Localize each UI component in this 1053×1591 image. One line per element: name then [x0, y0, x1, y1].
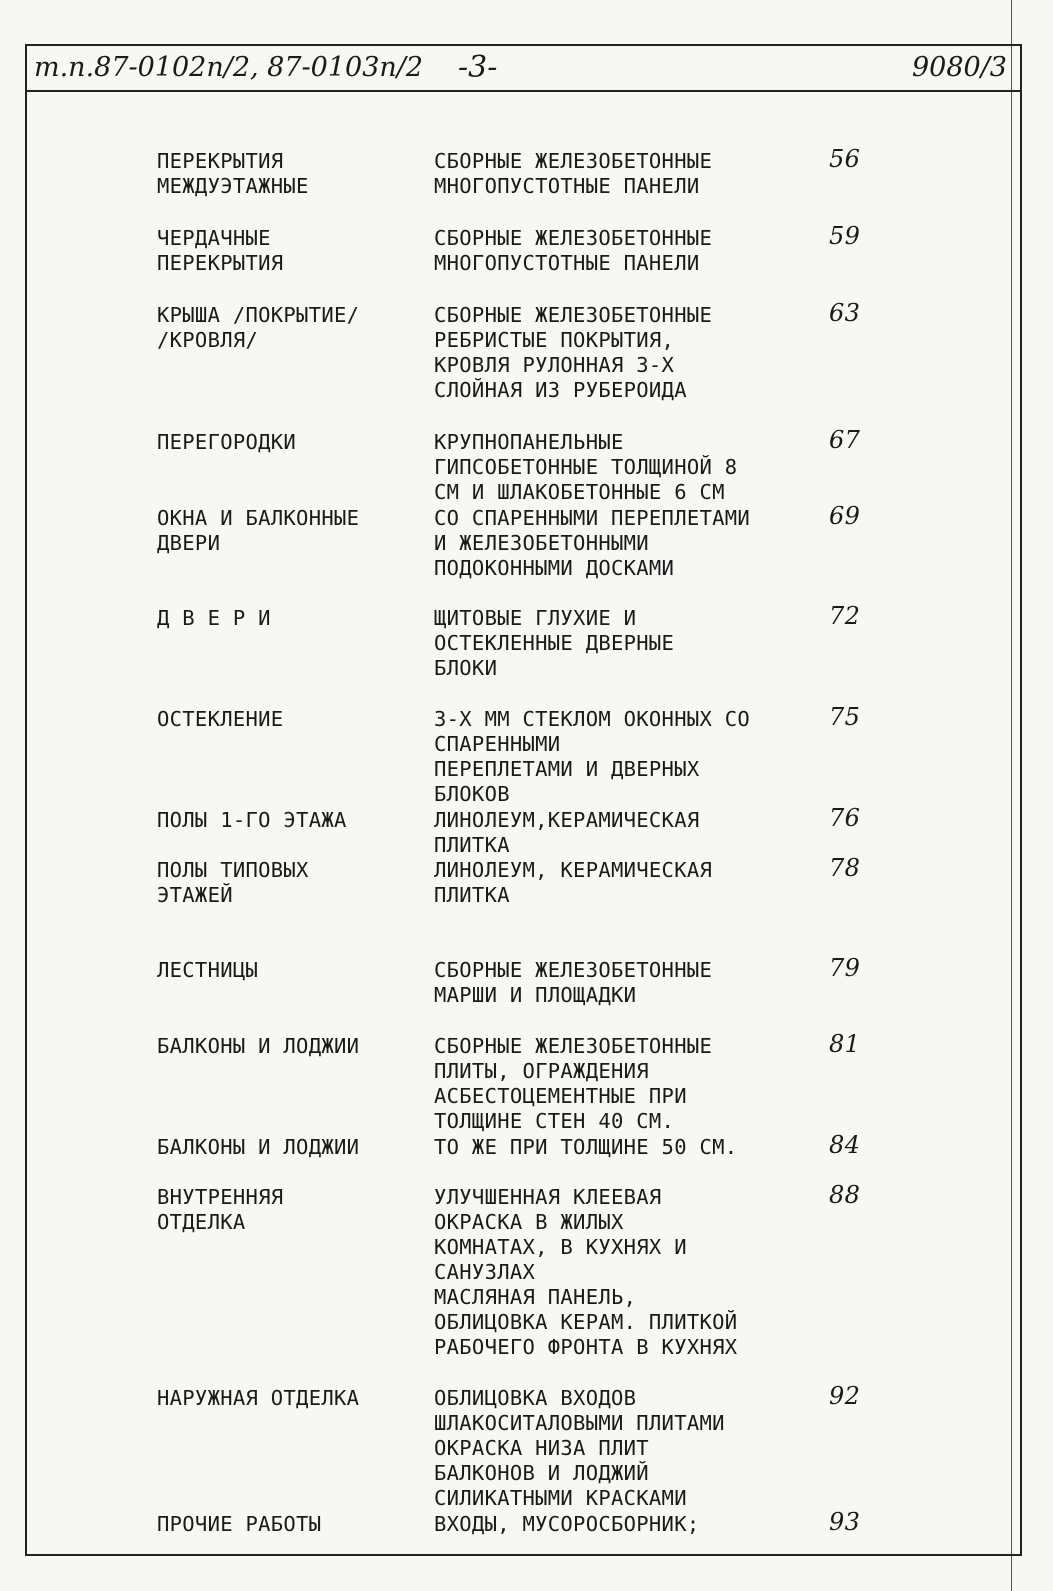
- item-description: ЛИНОЛЕУМ, КЕРАМИЧЕСКАЯ ПЛИТКА: [434, 858, 713, 907]
- item-description: ОБЛИЦОВКА ВХОДОВ ШЛАКОСИТАЛОВЫМИ ПЛИТАМИ ОКРАСКА НИЗА ПЛИТ БАЛКОНОВ И ЛОДЖИЙ СИЛИКАТНЫМИ КРАСКАМИ: [434, 1386, 725, 1510]
- item-page: 69: [829, 502, 861, 530]
- item-description: СБОРНЫЕ ЖЕЛЕЗОБЕТОННЫЕ ПЛИТЫ, ОГРАЖДЕНИЯ АСБЕСТОЦЕМЕНТНЫЕ ПРИ ТОЛЩИНЕ СТЕН 40 СМ.: [434, 1034, 713, 1133]
- item-name: ЧЕРДАЧНЫЕ ПЕРЕКРЫТИЯ: [157, 226, 284, 275]
- item-description: ВХОДЫ, МУСОРОСБОРНИК;: [434, 1512, 700, 1536]
- item-description: УЛУЧШЕННАЯ КЛЕЕВАЯ ОКРАСКА В ЖИЛЫХ КОМНАТАХ, В КУХНЯХ И САНУЗЛАХ МАСЛЯНАЯ ПАНЕЛЬ, ОБЛИЦОВКА КЕРАМ. ПЛИТКОЙ РАБОЧЕГО ФРОНТА В КУХНЯХ: [434, 1185, 738, 1359]
- item-description: ЛИНОЛЕУМ,КЕРАМИЧЕСКАЯ ПЛИТКА: [434, 808, 700, 857]
- item-description: СБОРНЫЕ ЖЕЛЕЗОБЕТОННЫЕ МНОГОПУСТОТНЫЕ ПАНЕЛИ: [434, 149, 713, 198]
- item-description: СО СПАРЕННЫМИ ПЕРЕПЛЕТАМИ И ЖЕЛЕЗОБЕТОННЫМИ ПОДОКОННЫМИ ДОСКАМИ: [434, 506, 751, 580]
- item-description: СБОРНЫЕ ЖЕЛЕЗОБЕТОННЫЕ МНОГОПУСТОТНЫЕ ПАНЕЛИ: [434, 226, 713, 275]
- item-page: 81: [829, 1030, 861, 1058]
- item-name: ПЕРЕГОРОДКИ: [157, 430, 297, 454]
- item-page: 76: [829, 804, 861, 832]
- item-description: СБОРНЫЕ ЖЕЛЕЗОБЕТОННЫЕ РЕБРИСТЫЕ ПОКРЫТИЯ, КРОВЛЯ РУЛОННАЯ 3-Х СЛОЙНАЯ ИЗ РУБЕРОИДА: [434, 303, 713, 402]
- item-description: СБОРНЫЕ ЖЕЛЕЗОБЕТОННЫЕ МАРШИ И ПЛОЩАДКИ: [434, 958, 713, 1007]
- item-description: ТО ЖЕ ПРИ ТОЛЩИНЕ 50 СМ.: [434, 1135, 738, 1159]
- item-description: КРУПНОПАНЕЛЬНЫЕ ГИПСОБЕТОННЫЕ ТОЛЩИНОЙ 8 СМ И ШЛАКОБЕТОННЫЕ 6 СМ: [434, 430, 738, 504]
- item-name: БАЛКОНЫ И ЛОДЖИИ: [157, 1135, 360, 1159]
- item-description: 3-Х ММ СТЕКЛОМ ОКОННЫХ СО СПАРЕННЫМИ ПЕРЕПЛЕТАМИ И ДВЕРНЫХ БЛОКОВ: [434, 707, 751, 806]
- item-name: ЛЕСТНИЦЫ: [157, 958, 259, 982]
- item-page: 56: [829, 145, 861, 173]
- item-page: 93: [829, 1508, 861, 1536]
- item-name: ПОЛЫ 1-ГО ЭТАЖА: [157, 808, 347, 832]
- item-page: 88: [829, 1181, 861, 1209]
- item-name: ПОЛЫ ТИПОВЫХ ЭТАЖЕЙ: [157, 858, 309, 907]
- item-page: 92: [829, 1382, 861, 1410]
- item-page: 84: [829, 1131, 861, 1159]
- page-number: -3-: [458, 50, 498, 85]
- item-page: 59: [829, 222, 861, 250]
- item-page: 72: [829, 602, 861, 630]
- item-page: 63: [829, 299, 861, 327]
- item-page: 75: [829, 703, 861, 731]
- item-name: ОКНА И БАЛКОННЫЕ ДВЕРИ: [157, 506, 360, 555]
- item-name: КРЫША /ПОКРЫТИЕ/ /КРОВЛЯ/: [157, 303, 360, 352]
- item-description: ЩИТОВЫЕ ГЛУХИЕ И ОСТЕКЛЕННЫЕ ДВЕРНЫЕ БЛОКИ: [434, 606, 675, 680]
- header-rule: [25, 90, 1022, 92]
- item-page: 78: [829, 854, 861, 882]
- item-name: БАЛКОНЫ И ЛОДЖИИ: [157, 1034, 360, 1058]
- document-code: т.п.87-0102п/2, 87-0103п/2: [34, 52, 424, 83]
- item-name: ВНУТРЕННЯЯ ОТДЕЛКА: [157, 1185, 284, 1234]
- item-name: ПРОЧИЕ РАБОТЫ: [157, 1512, 322, 1536]
- item-name: НАРУЖНАЯ ОТДЕЛКА: [157, 1386, 360, 1410]
- item-page: 67: [829, 426, 861, 454]
- item-name: Д В Е Р И: [157, 606, 271, 630]
- sheet-number: 9080/3: [912, 52, 1007, 83]
- item-name: ОСТЕКЛЕНИЕ: [157, 707, 284, 731]
- item-page: 79: [829, 954, 861, 982]
- item-name: ПЕРЕКРЫТИЯ МЕЖДУЭТАЖНЫЕ: [157, 149, 309, 198]
